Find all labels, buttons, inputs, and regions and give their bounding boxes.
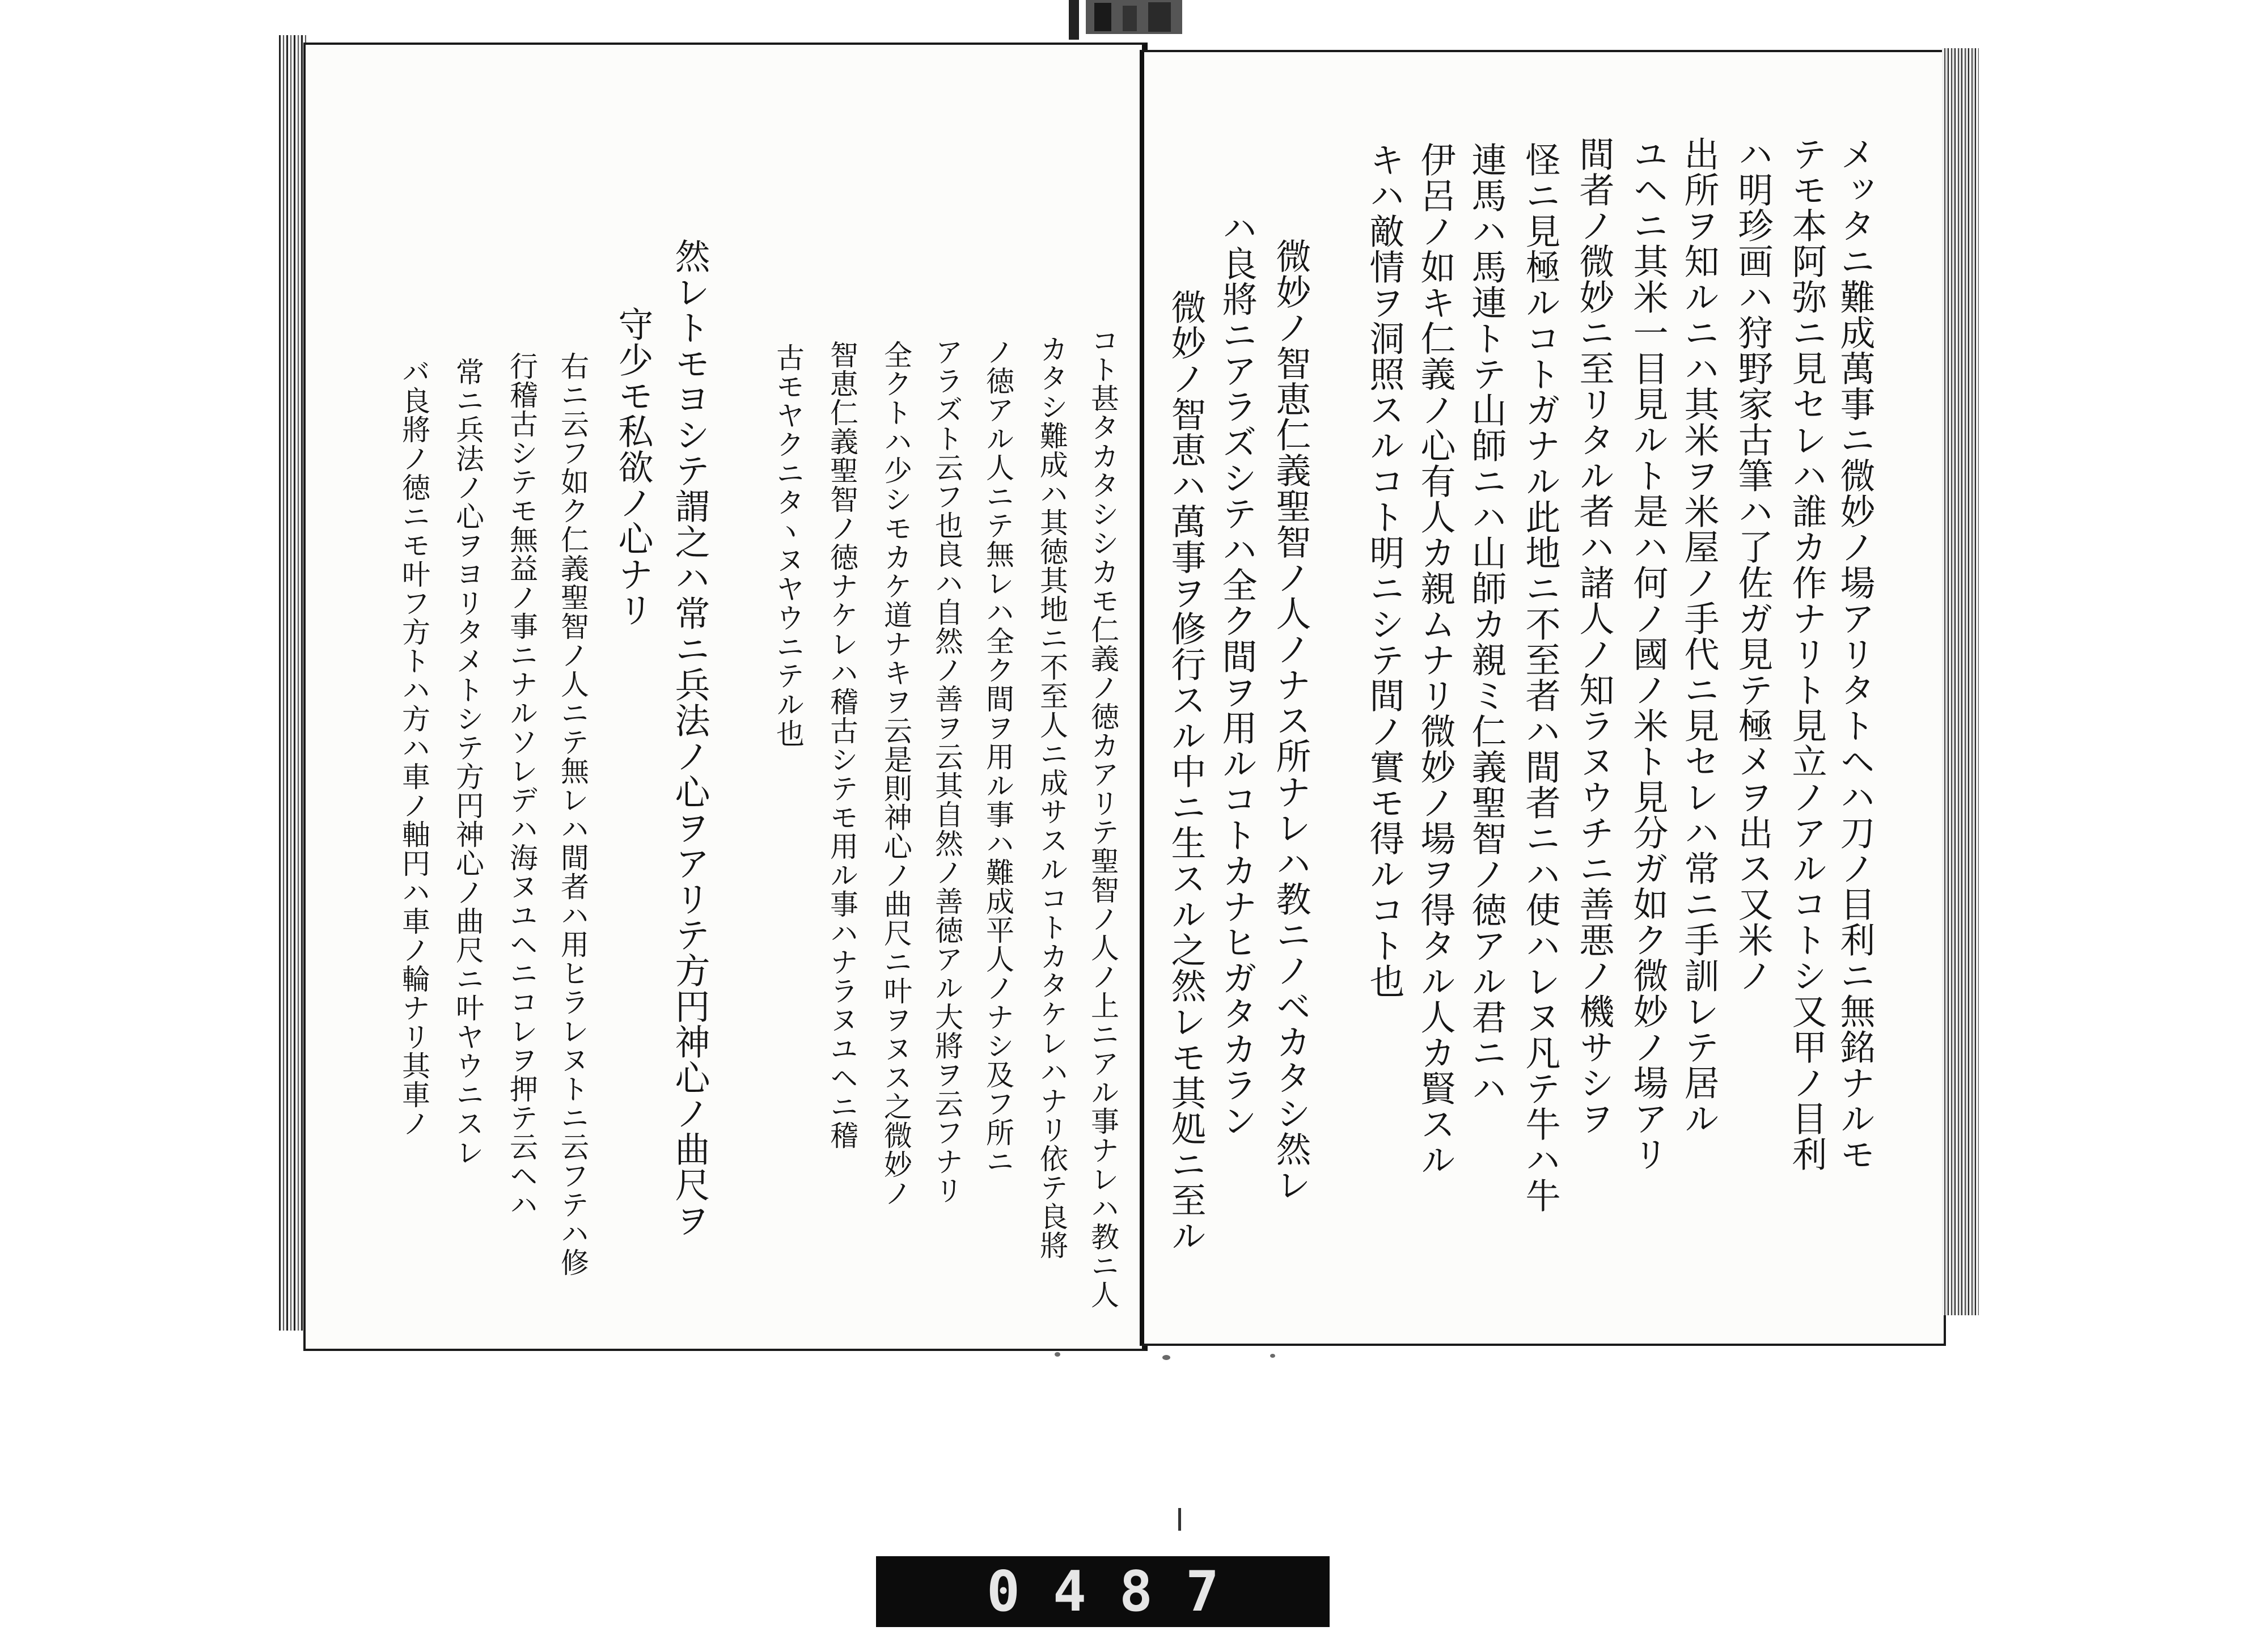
- scan-speck: [1162, 1355, 1170, 1360]
- right-page-column-10: キハ敵情ヲ洞照スルコト明ニシテ間ノ實モ得ルコト也: [1364, 142, 1405, 999]
- right-page-column-1: メッタニ難成萬事ニ微妙ノ場アリタトヘハ刀ノ目利ニ無銘ナルモ: [1834, 136, 1876, 1172]
- left-page-column-7: 古モヤクニタヽヌヤウニテル也: [772, 343, 805, 748]
- right-page-column-13: 微妙ノ智恵ハ萬事ヲ修行スル中ニ生スル之然レモ其処ニ至ル: [1165, 289, 1207, 1253]
- right-page-column-4: 出所ヲ知ルニハ其米ヲ米屋ノ手代ニ見セレハ常ニ手訓レテ居ル: [1678, 136, 1720, 1136]
- left-page-column-12: 常ニ兵法ノ心ヲヨリタメトシテ方円神心ノ曲尺ニ叶ヤウニスレ: [451, 357, 484, 1167]
- right-page-column-6: 間者ノ微妙ニ至リタル者ハ諸人ノ知ラヌウチニ善悪ノ機サシヲ: [1573, 136, 1615, 1136]
- left-page-column-3: ノ徳アル人ニテ無レハ全ク間ヲ用ル事ハ難成平人ノナシ及フ所ニ: [981, 337, 1014, 1176]
- left-page-edge: [279, 35, 306, 1331]
- frame-number-label: [876, 1556, 1330, 1627]
- left-page-column-8: 然レトモヨシテ謂之ハ常ニ兵法ノ心ヲアリテ方円神心ノ曲尺ヲ: [669, 238, 710, 1238]
- center-tick-mark: [1178, 1508, 1181, 1531]
- scan-speck: [1055, 1352, 1060, 1357]
- right-page-column-11: 微妙ノ智恵仁義聖智ノ人ノナス所ナレハ教ニノベカタシ然レ: [1270, 238, 1311, 1202]
- left-page-column-6: 智恵仁義聖智ノ徳ナケレハ稽古シテモ用ル事ハナラヌユヘニ稽: [826, 340, 858, 1150]
- left-page-column-1: コト甚タカタシシカモ仁義ノ徳カアリテ聖智ノ人ノ上ニアル事ナレハ教ニ人: [1086, 326, 1119, 1309]
- right-page-column-7: 怪ニ見極ルコトガナル此地ニ不至者ハ間者ニハ使ハレヌ凡テ牛ハ牛: [1520, 142, 1561, 1213]
- left-page-column-11: 行稽古シテモ無益ノ事ニナルソレデハ海ヌユヘニコレヲ押テ云ヘハ: [505, 351, 538, 1219]
- scan-speck: [1270, 1354, 1275, 1358]
- left-page-column-2: カタシ難成ハ其徳其地ニ不至人ニ成サスルコトカタケレハナリ依テ良將: [1035, 334, 1068, 1260]
- frame-number: 0487: [986, 1559, 1252, 1624]
- left-page-column-10: 右ニ云フ如ク仁義聖智ノ人ニテ無レハ間者ハ用ヒラレヌトニ云フテハ修: [556, 351, 589, 1277]
- left-page-column-4: アラズト云フ也良ハ自然ノ善ヲ云其自然ノ善徳アル大將ヲ云フナリ: [930, 337, 963, 1205]
- right-page-column-12: ハ良將ニアラズシテハ全ク間ヲ用ルコトカナヒガタカラン: [1216, 210, 1258, 1138]
- right-page-column-8: 連馬ハ馬連トテ山師ニハ山師カ親ミ仁義聖智ノ徳アル君ニハ: [1466, 142, 1507, 1106]
- left-page-column-13: バ良將ノ徳ニモ叶フ方トハ方ハ車ノ軸円ハ車ノ輪ナリ其車ノ: [397, 357, 430, 1138]
- right-page-column-5: ユヘニ其米一目見ルト是ハ何ノ國ノ米ト見分ガ如ク微妙ノ場アリ: [1627, 136, 1669, 1172]
- right-page-column-3: ハ明珍画ハ狩野家古筆ハ了佐ガ見テ極メヲ出ス又米ノ: [1732, 136, 1774, 993]
- binding-smudge: [1069, 0, 1199, 48]
- left-page-column-5: 全クトハ少シモカケ道ナキヲ云是則神心ノ曲尺ニ叶ヲヌス之微妙ノ: [879, 340, 912, 1208]
- right-page-edge: [1942, 48, 1979, 1315]
- right-page-column-9: 伊呂ノ如キ仁義ノ心有人カ親ムナリ微妙ノ場ヲ得タル人カ賢スル: [1415, 142, 1456, 1177]
- left-page-column-9: 守少モ私欲ノ心ナリ: [612, 306, 654, 628]
- right-page-column-2: テモ本阿弥ニ見セレハ誰カ作ナリト見立ノアルコトシ又甲ノ目利: [1786, 136, 1827, 1172]
